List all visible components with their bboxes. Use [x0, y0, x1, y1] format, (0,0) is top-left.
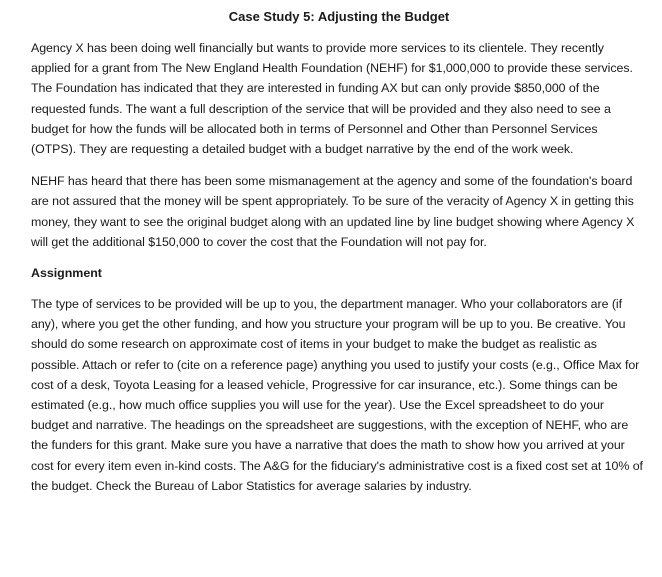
assignment-heading: Assignment [31, 266, 102, 281]
document-title: Case Study 5: Adjusting the Budget [228, 9, 450, 24]
paragraph-nehf-concerns: NEHF has heard that there has been some mismanagement at the agency and some of the foundation's board are not assured that the money will be spent appropriately. To be sure of the veracity of Agency X in getting this money, they want to see the original budget along with an updated line by line budget showing where Agency X will get the additional $150,000 to cover the cost that the Foundation will not pay for. [31, 174, 635, 249]
paragraph-intro: Agency X has been doing well financially but wants to provide more services to its clientele. They recently applied for a grant from The New England Health Foundation (NEHF) for $1,000,000 to provide these services. The Foundation has indicated that they are interested in funding AX but can only provide $850,000 of the requested funds. The want a full description of the service that will be provided and they also need to see a budget for how the funds will be allocated both in terms of Personnel and Other than Personnel Services (OTPS). They are requesting a detailed budget with a budget narrative by the end of the work week. [31, 41, 633, 157]
paragraph-assignment: The type of services to be provided will be up to you, the department manager. Who your collaborators are (if any), where you get the other funding, and how you structure your program will be up to you. Be creative. You should do some research on approximate cost of items in your budget to make the budget as realistic as possible. Attach or refer to (cite on a reference page) anything you used to justify your costs (e.g., Office Max for cost of a desk, Toyota Leasing for a leased vehicle, Progressive for car insurance, etc.). Some things can be estimated (e.g., how much office supplies you will use for the year). Use the Excel spreadsheet to do your budget and narrative. The headings on the spreadsheet are suggestions, with the exception of NEHF, who are the funders for this grant. Make sure you have a narrative that does the math to show how you arrived at your cost for every item even in-kind costs. The A&G for the fiduciary's administrative cost is a fixed cost set at 10% of the budget. Check the Bureau of Labor Statistics for average salaries by industry. [31, 297, 643, 493]
document-page [31, 8, 643, 508]
